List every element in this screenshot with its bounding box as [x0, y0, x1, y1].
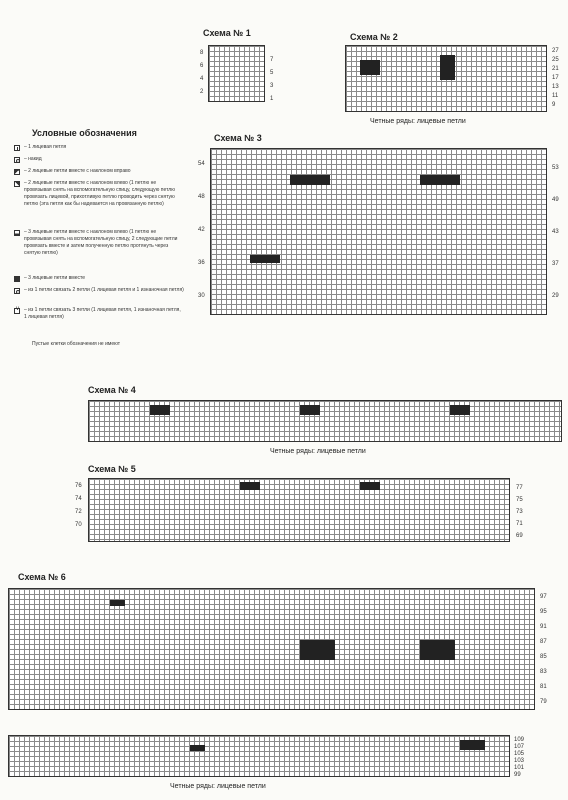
scheme-3-motif [420, 175, 460, 185]
scheme-6-motif [110, 600, 125, 606]
scheme-4-title: Схема № 4 [88, 385, 136, 395]
scheme-6-right-labels: 97 95 91 87 85 83 81 79 [540, 594, 547, 705]
scheme-7-caption: Четные ряды: лицевые петли [170, 783, 266, 790]
k2tog-left-icon [14, 181, 20, 187]
scheme-4-motif [150, 405, 170, 415]
knit-stitch-icon [14, 145, 20, 151]
scheme-6-motif [420, 640, 455, 660]
scheme-4-motif [450, 405, 470, 415]
scheme-4-caption: Четные ряды: лицевые петли [270, 448, 366, 455]
scheme-7-motif [460, 740, 485, 750]
scheme-7-motif [190, 745, 205, 751]
scheme-7-right-labels: 109 107 105 103 101 99 [514, 737, 525, 778]
scheme-5-grid [88, 478, 510, 542]
scheme-1-grid [208, 45, 265, 102]
scheme-4-motif [300, 405, 320, 415]
increase-3-icon [14, 308, 20, 314]
scheme-5-motif [240, 482, 260, 490]
scheme-6-title: Схема № 6 [18, 572, 66, 582]
scheme-3-motif [250, 255, 280, 263]
k3tog-plain-icon [14, 276, 20, 282]
scheme-2-title: Схема № 2 [350, 32, 398, 42]
scheme-2-motif [440, 55, 455, 80]
scheme-1-title: Схема № 1 [203, 28, 251, 38]
yarn-over-icon [14, 157, 20, 163]
scheme-6-grid [8, 588, 535, 710]
scheme-1-left-labels: 8 6 4 2 [200, 50, 204, 95]
increase-2-icon [14, 288, 20, 294]
k2tog-right-icon [14, 169, 20, 175]
scheme-2-caption: Четные ряды: лицевые петли [370, 118, 466, 125]
scheme-5-left-labels: 76 74 72 70 [75, 483, 82, 528]
scheme-1-right-labels: 7 5 3 1 [270, 57, 274, 102]
scheme-7-grid [8, 735, 510, 777]
scheme-3-title: Схема № 3 [214, 133, 262, 143]
legend-title: Условные обозначения [32, 128, 137, 138]
scheme-3-motif [290, 175, 330, 185]
scheme-6-motif [300, 640, 335, 660]
scheme-3-grid [210, 148, 547, 315]
scheme-3-right-labels: 53 49 43 37 29 [552, 165, 559, 299]
scheme-2-motif [360, 60, 380, 75]
legend-note: Пустые клетки обозначения не имеют [32, 341, 121, 347]
scheme-5-right-labels: 77 75 73 71 69 [516, 485, 523, 539]
scheme-5-motif [360, 482, 380, 490]
scheme-2-right-labels: 27 25 21 17 13 11 9 [552, 48, 559, 108]
scheme-3-left-labels: 54 48 42 36 30 [198, 161, 205, 299]
scheme-5-title: Схема № 5 [88, 464, 136, 474]
k3tog-icon [14, 230, 20, 236]
